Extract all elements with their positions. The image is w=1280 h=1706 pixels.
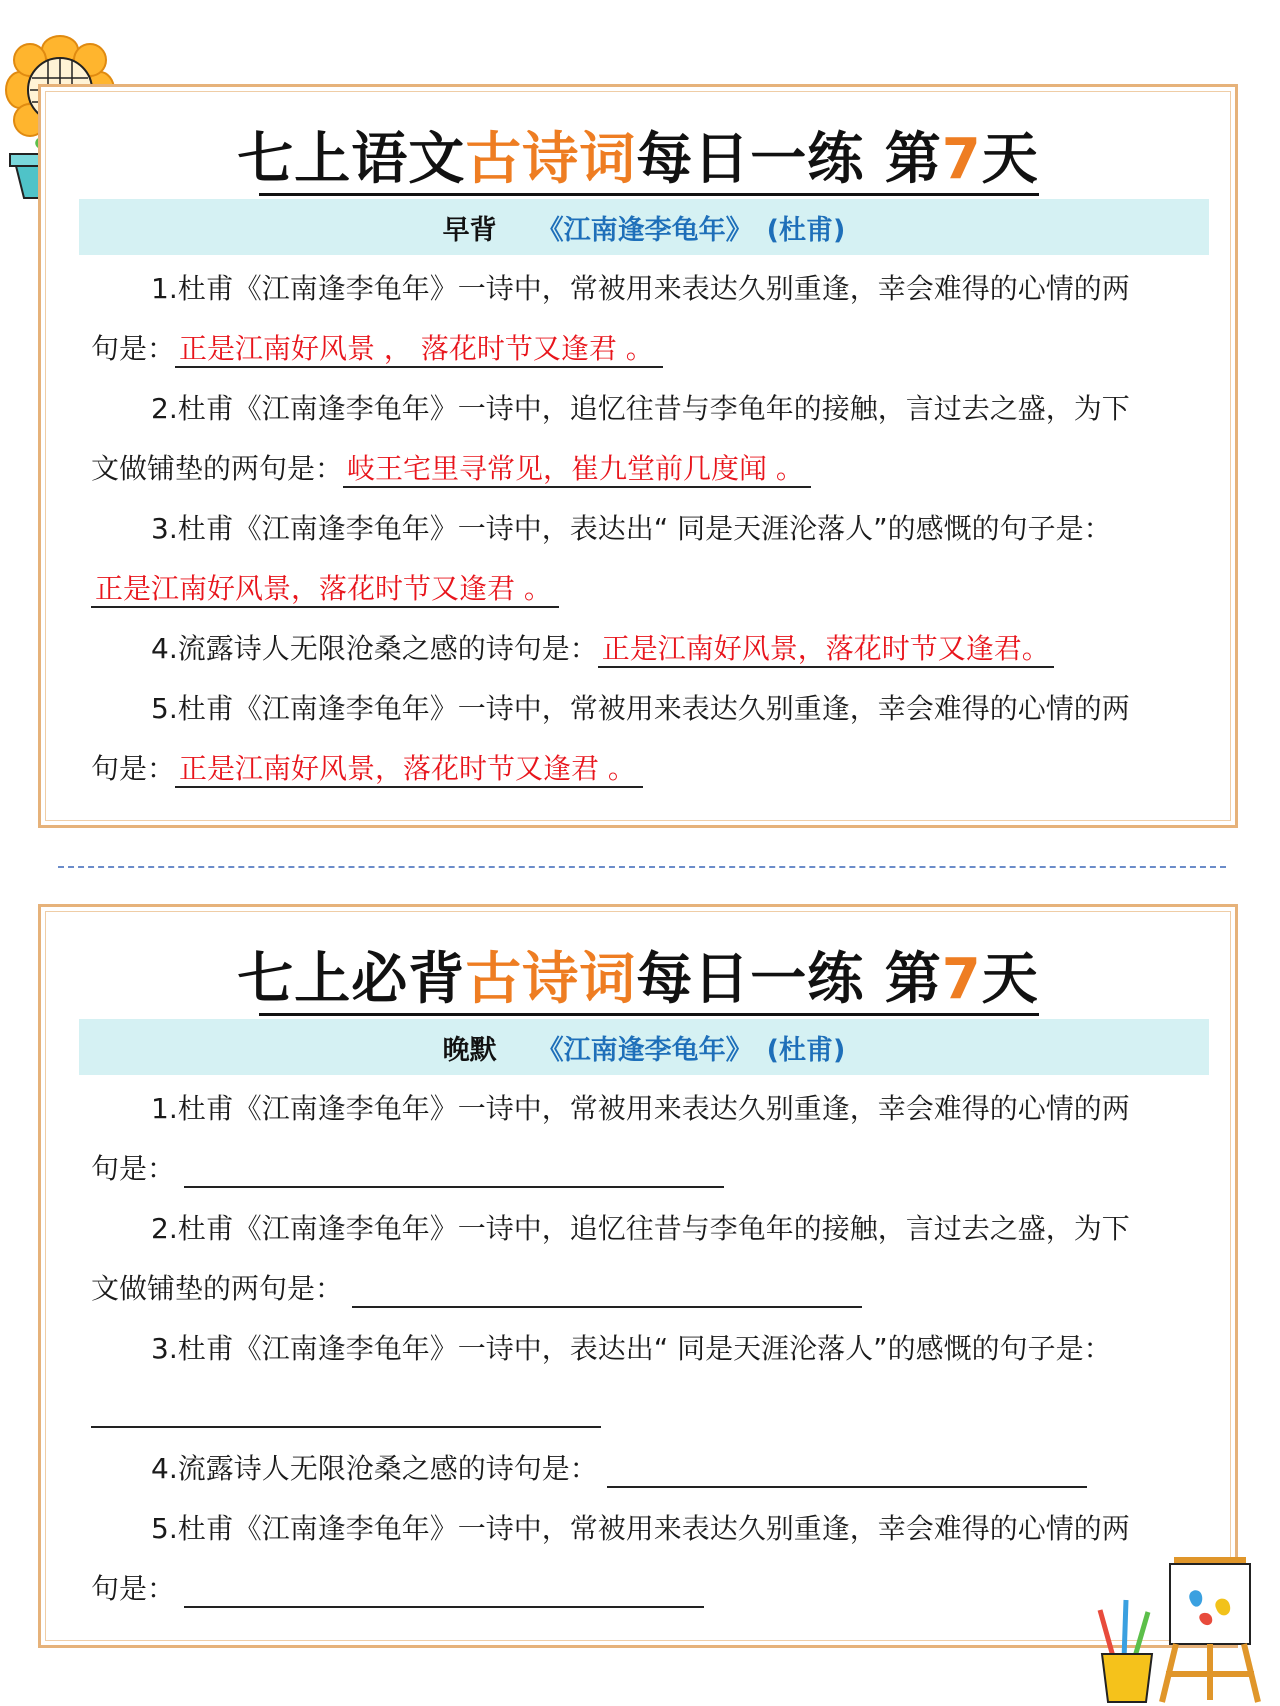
q2-blank[interactable] <box>352 1272 862 1308</box>
q4-blank[interactable] <box>607 1452 1087 1488</box>
evening-practice-panel <box>38 904 1238 1648</box>
q1-prefix: 句是： <box>91 332 176 365</box>
band-author: (杜甫) <box>766 1034 846 1066</box>
band-kind: 早背 <box>442 214 497 246</box>
sheet2-poem-band <box>79 1019 1209 1075</box>
q4-line <box>91 619 1195 679</box>
q1-line1: 1.杜甫《江南逢李龟年》一诗中，常被用来表达久别重逢，幸会难得的心情的两 <box>151 1092 1130 1125</box>
band-kind: 晚默 <box>442 1034 497 1066</box>
q2-line1: 2.杜甫《江南逢李龟年》一诗中，追忆往昔与李龟年的接触，言过去之盛，为下 <box>151 1212 1130 1245</box>
q3-line1: 3.杜甫《江南逢李龟年》一诗中，表达出“ 同是天涯沦落人”的感慨的句子是： <box>151 1332 1112 1365</box>
sheet1-poem-band <box>79 199 1209 255</box>
q5-blank[interactable] <box>184 1572 704 1608</box>
q5-answer[interactable]: 正是江南好风景，落花时节又逢君 。 <box>175 752 643 788</box>
q1-line2 <box>91 319 1195 379</box>
title-suffix: 每日一练 第 <box>636 947 942 1012</box>
q2-line2 <box>91 439 1195 499</box>
title-highlight: 古诗词 <box>465 127 637 192</box>
morning-practice-panel <box>38 84 1238 828</box>
sheet2-title <box>41 935 1235 1015</box>
title-day-unit: 天 <box>981 127 1039 192</box>
title-day-unit: 天 <box>981 947 1039 1012</box>
sheet1-questions <box>91 259 1195 799</box>
sheet2-questions <box>91 1079 1195 1619</box>
title-day-number: 7 <box>941 127 982 192</box>
q3-line2 <box>91 1379 1195 1439</box>
section-divider <box>58 866 1226 868</box>
q4-prefix: 4.流露诗人无限沧桑之感的诗句是： <box>151 632 598 665</box>
q2-line2 <box>91 1259 1195 1319</box>
q5-prefix: 句是： <box>91 752 176 785</box>
band-poem: 《江南逢李龟年》 <box>536 1034 753 1066</box>
q3-blank[interactable] <box>91 1392 601 1428</box>
q3-line1: 3.杜甫《江南逢李龟年》一诗中，表达出“ 同是天涯沦落人”的感慨的句子是： <box>151 512 1112 545</box>
band-poem: 《江南逢李龟年》 <box>536 214 753 246</box>
title-highlight: 古诗词 <box>465 947 637 1012</box>
q5-line1: 5.杜甫《江南逢李龟年》一诗中，常被用来表达久别重逢，幸会难得的心情的两 <box>151 1512 1130 1545</box>
q1-prefix: 句是： <box>91 1152 176 1185</box>
q4-prefix: 4.流露诗人无限沧桑之感的诗句是： <box>151 1452 598 1485</box>
band-author: (杜甫) <box>766 214 846 246</box>
title-prefix: 七上语文 <box>237 127 466 192</box>
q4-line <box>91 1439 1195 1499</box>
q5-line2 <box>91 1559 1195 1619</box>
q1-line1: 1.杜甫《江南逢李龟年》一诗中，常被用来表达久别重逢，幸会难得的心情的两 <box>151 272 1130 305</box>
q5-line2 <box>91 739 1195 799</box>
sheet1-title <box>41 115 1235 195</box>
q1-answer[interactable]: 正是江南好风景 ， 落花时节又逢君 。 <box>175 332 663 368</box>
title-prefix: 七上必背 <box>237 947 466 1012</box>
q1-line2 <box>91 1139 1195 1199</box>
q4-answer[interactable]: 正是江南好风景，落花时节又逢君。 <box>598 632 1054 668</box>
q5-line1: 5.杜甫《江南逢李龟年》一诗中，常被用来表达久别重逢，幸会难得的心情的两 <box>151 692 1130 725</box>
title-day-number: 7 <box>941 947 982 1012</box>
q5-prefix: 句是： <box>91 1572 176 1605</box>
q3-answer[interactable]: 正是江南好风景，落花时节又逢君 。 <box>91 572 559 608</box>
q2-answer[interactable]: 岐王宅里寻常见，崔九堂前几度闻 。 <box>343 452 811 488</box>
q2-line1: 2.杜甫《江南逢李龟年》一诗中，追忆往昔与李龟年的接触，言过去之盛，为下 <box>151 392 1130 425</box>
q2-prefix: 文做铺垫的两句是： <box>91 1272 344 1305</box>
title-suffix: 每日一练 第 <box>636 127 942 192</box>
q1-blank[interactable] <box>184 1152 724 1188</box>
q2-prefix: 文做铺垫的两句是： <box>91 452 344 485</box>
easel-icon <box>1090 1550 1280 1706</box>
q3-line2 <box>91 559 1195 619</box>
